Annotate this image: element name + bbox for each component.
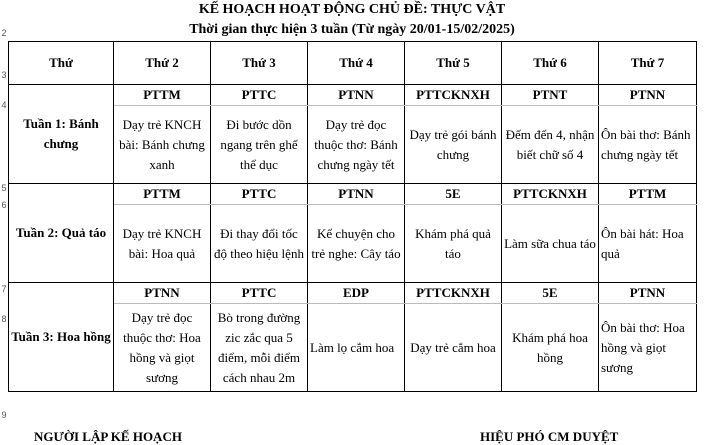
week-3-label[interactable]: Tuần 3: Hoa hồng: [9, 283, 114, 392]
code-cell[interactable]: PTNT: [502, 85, 599, 106]
code-cell[interactable]: PTNN: [308, 184, 405, 205]
activity-cell[interactable]: Khám phá hoa hồng: [502, 304, 599, 392]
code-cell[interactable]: PTTM: [599, 184, 697, 205]
activity-cell[interactable]: Dạy trẻ cắm hoa: [405, 304, 502, 392]
week-1-label[interactable]: Tuần 1: Bánh chưng: [9, 85, 114, 184]
header-row: [9, 42, 697, 85]
activity-plan-table: [8, 41, 697, 392]
row-number[interactable]: 2: [1, 28, 7, 38]
row-number[interactable]: 5: [1, 183, 7, 193]
activity-cell[interactable]: Dạy trẻ đọc thuộc thơ: Bánh chưng ngày tết: [308, 106, 405, 184]
activity-cell[interactable]: Khám phá quả táo: [405, 205, 502, 283]
code-cell[interactable]: PTTCKNXH: [502, 184, 599, 205]
code-cell[interactable]: PTTC: [211, 85, 308, 106]
row-number[interactable]: 7: [1, 284, 7, 294]
code-cell[interactable]: PTNN: [599, 85, 697, 106]
column-header-thu-4[interactable]: Thứ 4: [308, 42, 405, 85]
activity-cell[interactable]: Làm sữa chua táo: [502, 205, 599, 283]
code-cell[interactable]: PTNN: [308, 85, 405, 106]
page-title[interactable]: KẾ HOẠCH HOẠT ĐỘNG CHỦ ĐỀ: THỰC VẬT: [198, 2, 506, 17]
activity-cell[interactable]: Dạy trẻ đọc thuộc thơ: Hoa hồng và giọt sương: [114, 304, 211, 392]
row-number[interactable]: 4: [1, 100, 7, 110]
activity-cell[interactable]: Dạy trẻ KNCH bài: Bánh chưng xanh: [114, 106, 211, 184]
column-header-thu[interactable]: Thứ: [9, 42, 114, 85]
column-header-thu-7[interactable]: Thứ 7: [599, 42, 697, 85]
activity-cell[interactable]: Ôn bài hát: Hoa quả: [599, 205, 697, 283]
activity-cell[interactable]: Bò trong đường zic zắc qua 5 điểm, mỗi điểm cách nhau 2m: [211, 304, 308, 392]
footer-approver-label[interactable]: HIỆU PHÓ CM DUYỆT: [480, 429, 619, 444]
activity-cell[interactable]: Đi thay đổi tốc độ theo hiệu lệnh: [211, 205, 308, 283]
week-2-label[interactable]: Tuần 2: Quả táo: [9, 184, 114, 283]
column-header-thu-6[interactable]: Thứ 6: [502, 42, 599, 85]
column-header-thu-3[interactable]: Thứ 3: [211, 42, 308, 85]
activity-cell[interactable]: Ôn bài thơ: Bánh chưng ngày tết: [599, 106, 697, 184]
page-subtitle[interactable]: Thời gian thực hiện 3 tuần (Từ ngày 20/01-15/02/2025): [189, 22, 515, 37]
row-number[interactable]: 6: [1, 200, 7, 210]
code-cell[interactable]: PTNN: [114, 283, 211, 304]
week-1-code-row: [9, 85, 697, 106]
week-2-code-row: [9, 184, 697, 205]
row-number[interactable]: 9: [1, 410, 7, 420]
code-cell[interactable]: PTTCKNXH: [405, 85, 502, 106]
activity-cell[interactable]: Làm lọ cắm hoa: [308, 304, 405, 392]
code-cell[interactable]: EDP: [308, 283, 405, 304]
footer-planner-label[interactable]: NGƯỜI LẬP KẾ HOẠCH: [34, 429, 182, 444]
code-cell[interactable]: PTTC: [211, 184, 308, 205]
activity-cell[interactable]: Kể chuyện cho trẻ nghe: Cây táo: [308, 205, 405, 283]
activity-cell[interactable]: Đếm đến 4, nhận biết chữ số 4: [502, 106, 599, 184]
code-cell[interactable]: PTTC: [211, 283, 308, 304]
column-header-thu-5[interactable]: Thứ 5: [405, 42, 502, 85]
column-header-thu-2[interactable]: Thứ 2: [114, 42, 211, 85]
code-cell[interactable]: PTTM: [114, 184, 211, 205]
activity-cell[interactable]: Dạy trẻ KNCH bài: Hoa quả: [114, 205, 211, 283]
code-cell[interactable]: PTNN: [599, 283, 697, 304]
row-number[interactable]: 8: [1, 314, 7, 324]
activity-cell[interactable]: Đi bước dồn ngang trên ghế thể dục: [211, 106, 308, 184]
row-number-gutter: [0, 0, 8, 438]
activity-cell[interactable]: Ôn bài thơ: Hoa hồng và giọt sương: [599, 304, 697, 392]
activity-cell[interactable]: Dạy trẻ gói bánh chưng: [405, 106, 502, 184]
row-number[interactable]: 3: [1, 70, 7, 80]
code-cell[interactable]: 5E: [405, 184, 502, 205]
code-cell[interactable]: PTTCKNXH: [405, 283, 502, 304]
code-cell[interactable]: PTTM: [114, 85, 211, 106]
code-cell[interactable]: 5E: [502, 283, 599, 304]
week-3-code-row: [9, 283, 697, 304]
